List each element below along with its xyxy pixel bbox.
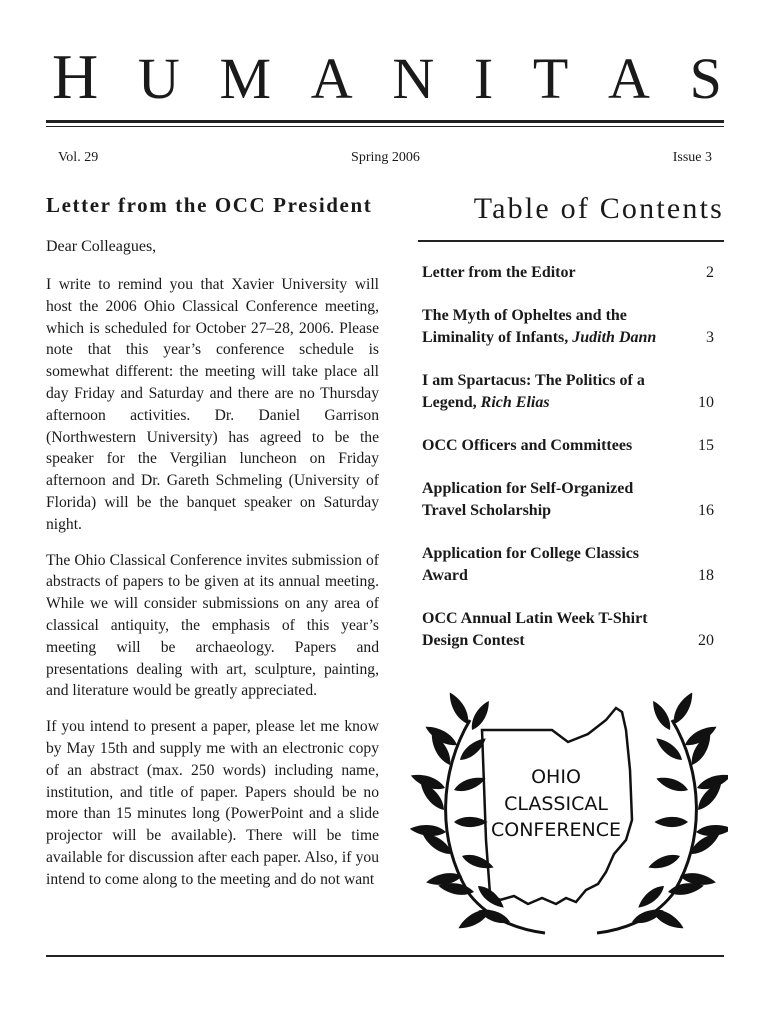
logo-text-conference: CONFERENCE — [490, 819, 622, 841]
toc-item-page: 15 — [698, 437, 714, 454]
toc-item-page: 2 — [706, 264, 714, 281]
letter-title: Letter from the OCC President — [46, 193, 373, 217]
toc-item-author: Rich Elias — [480, 394, 550, 411]
toc-item[interactable] — [422, 435, 714, 457]
toc-item-page: 20 — [698, 632, 714, 649]
masthead-rule-top — [46, 120, 724, 123]
masthead-letter: S — [689, 46, 722, 111]
toc-item[interactable] — [422, 370, 714, 414]
toc-item-page: 10 — [698, 394, 714, 411]
toc-item-title: The Myth of Opheltes and the Liminality of Infants, Judith Dann — [422, 307, 657, 346]
toc-item-title: Application for College Classics Award — [422, 545, 640, 584]
toc-item[interactable] — [422, 305, 714, 349]
ohio-classical-conference-logo — [410, 690, 728, 940]
toc-item-author: Judith Dann — [572, 329, 657, 346]
issue-number-label: Issue 3 — [672, 150, 712, 165]
logo-text-classical: CLASSICAL — [504, 793, 608, 815]
letter-paragraph: The Ohio Classical Conference invites submission of abstracts of papers to be given at its annual meeting. While we will consider submissions on any area of classical antiquity, the emphasis of this year’s meeting will be archaeology. Papers and presentations dealing with art, sculpture, painting, and literature would be greatly appreciated. — [46, 551, 379, 700]
letter-paragraph: I write to remind you that Xavier University will host the 2006 Ohio Classical Conference meeting, which is scheduled for October 27–28, 2006. Please note that this year’s conference schedule is somewhat different: the meeting will take place all day Friday and Saturday and there are no Thursday afternoon activities. Dr. Daniel Garrison (Northwestern University) has agreed to be the speaker for the Vergilian luncheon on Friday afternoon and Dr. Gareth Schmeling (University of Florida) will be the banquet speaker on Saturday night. — [46, 276, 379, 533]
bottom-rule — [46, 955, 724, 957]
masthead-letter: I — [473, 46, 494, 111]
letter-body — [46, 274, 379, 905]
toc-item-page: 18 — [698, 567, 714, 584]
toc-heading: Table of Contents — [473, 192, 724, 225]
logo-text-ohio: OHIO — [531, 766, 581, 788]
toc-item[interactable] — [422, 262, 714, 284]
toc-item-title: OCC Officers and Committees — [422, 437, 633, 454]
volume-label: Vol. 29 — [58, 150, 99, 165]
letter-paragraph: If you intend to present a paper, please let me know by May 15th and supply me with an electronic copy of an abstract (max. 250 words) including name, institution, and title of paper. Papers should be no more than 15 minutes long (PowerPoint and a slide projector will be available). There will be time available for discussion after each paper. Also, if you intend to come along to the meeting and do not want — [46, 718, 379, 888]
toc-item-title: Application for Self-Organized Travel Scholarship — [422, 480, 634, 519]
masthead-letter: N — [392, 46, 435, 111]
laurel-leaves-right-icon — [630, 690, 728, 933]
toc-rule — [418, 240, 724, 242]
masthead-letter: U — [137, 46, 180, 111]
issue-info — [58, 150, 712, 170]
masthead-letter: A — [310, 46, 353, 111]
toc-list — [422, 262, 714, 673]
toc-item-page: 16 — [698, 502, 714, 519]
masthead-letter: A — [608, 46, 650, 111]
letter-greeting: Dear Colleagues, — [46, 238, 157, 255]
masthead-letter: H — [52, 41, 99, 112]
masthead-letter: T — [532, 46, 569, 111]
toc-item-title: OCC Annual Latin Week T-Shirt Design Contest — [422, 610, 648, 649]
masthead-title — [52, 42, 722, 112]
masthead-rule-bottom — [46, 126, 724, 127]
toc-item-title: I am Spartacus: The Politics of a Legend, Rich Elias — [422, 372, 645, 411]
toc-item[interactable] — [422, 543, 714, 587]
toc-item[interactable] — [422, 608, 714, 652]
toc-item[interactable] — [422, 478, 714, 522]
toc-item-title: Letter from the Editor — [422, 264, 576, 281]
season-label: Spring 2006 — [351, 150, 420, 165]
toc-item-page: 3 — [706, 329, 714, 346]
masthead-letter: M — [219, 46, 272, 111]
